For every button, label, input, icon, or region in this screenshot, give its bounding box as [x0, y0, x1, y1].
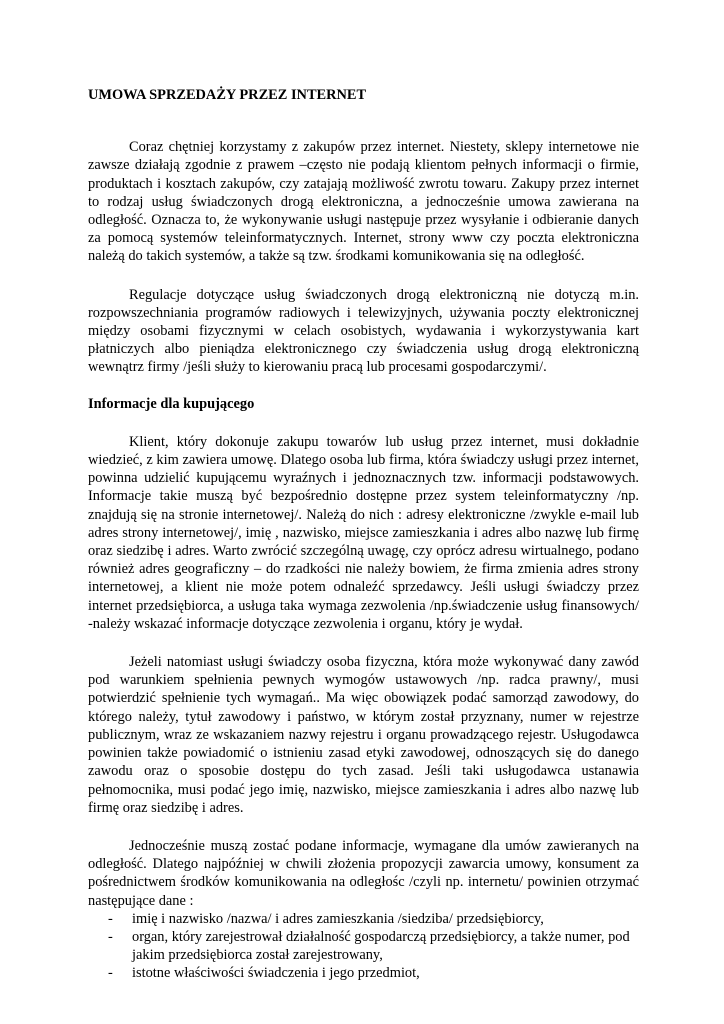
section-paragraph-3: Jednocześnie muszą zostać podane informacje, wymagane dla umów zawieranych na odległość. Dlatego najpóźniej w chwili złożenia propozycji zawarcia umowy, konsument za pośrednictwem środków komunikowania na odległośc /czyli np. internetu/ powinien otrzymać następujące dane : [88, 837, 639, 909]
list-item [88, 928, 639, 964]
bullet-dash: - [108, 910, 113, 927]
section-paragraph-1: Klient, który dokonuje zakupu towarów lub usług przez internet, musi dokładnie wiedzieć, z kim zawiera umowę. Dlatego osoba lub firma, która świadczy usługi przez internet, powinna udzielić kupującemu wyraźnych i jednoznacznych tzw. informacji podstawowych. Informacje takie muszą być bezpośrednio dostępne przez system teleinformatyczny /np. znajdują się na stronie internetowej/. Należą do nich : adresy elektroniczne /zwykle e-mail lub adres strony internetowej/, imię , nazwisko, miejsce zamieszkania i adres albo nazwę lub firmę oraz siedzibę i adres. Warto zwrócić szczególną uwagę, czy oprócz adresu wirtualnego, podano również adres geograficzny – do rzadkości nie należy bowiem, że firma zmienia adres strony internetowej, a klient nie może potem odnaleźć sprzedawcy. Jeśli usługi świadczy przez internet przedsiębiorca, a usługa taka wymaga zezwolenia /np.świadczenie usług finansowych/ -należy wskazać informacje dotyczące zezwolenia i organu, który je wydał. [88, 433, 639, 632]
bullet-list [88, 910, 639, 983]
intro-paragraph-2: Regulacje dotyczące usług świadczonych drogą elektroniczną nie dotyczą m.in. rozpowszechniania programów radiowych i telewizyjnych, używania poczty elektronicznej między osobami fizycznymi w celach osobistych, wydawania i wykorzystywania kart płatniczych albo pieniądza elektronicznego czy świadczenia usług drogą elektroniczną wewnątrz firmy /jeśli służy to kierowaniu pracą lub procesami gospodarczymi/. [88, 286, 639, 376]
list-item [88, 910, 639, 928]
intro-paragraph-1: Coraz chętniej korzystamy z zakupów przez internet. Niestety, sklepy internetowe nie zawsze działają zgodnie z prawem –często nie podają klientom pełnych informacji o firmie, produktach i kosztach zakupów, czy zatajają możliwość zwrotu towaru. Zakupy przez internet to rodzaj usług świadczonych drogą elektroniczna, a jednocześnie umowa zawierana na odległość. Oznacza to, że wykonywanie usługi następuje przez wysyłanie i odbieranie danych za pomocą systemów teleinformatycznych. Internet, strony www czy poczta elektroniczna należą do takich systemów, a także są tzw. środkami komunikowania się na odległość. [88, 139, 639, 265]
bullet-dash: - [108, 965, 113, 982]
bullet-dash: - [108, 928, 113, 945]
section-heading: Informacje dla kupującego [88, 395, 255, 412]
document-page [88, 84, 639, 983]
list-item-text: organ, który zarejestrował działalność gospodarczą przedsiębiorcy, a także numer, pod jakim przedsiębiorca został zarejestrowany, [132, 928, 630, 964]
document-title: UMOWA SPRZEDAŻY PRZEZ INTERNET [88, 87, 367, 103]
list-item [88, 964, 639, 982]
list-item-text: istotne właściwości świadczenia i jego przedmiot, [132, 965, 420, 982]
section-paragraph-2: Jeżeli natomiast usługi świadczy osoba fizyczna, która może wykonywać dany zawód pod warunkiem spełnienia pewnych wymogów ustawowych /np. radca prawny/, musi potwierdzić spełnienie tych wymagań.. Ma więc obowiązek podać samorząd zawodowy, do którego należy, tytuł zawodowy i państwo, w którym został przyznany, numer w rejestrze publicznym, wraz ze wskazaniem nazwy rejestru i organu prowadzącego rejestr. Usługodawca powinien także powiadomić o istnieniu zasad etyki zawodowej, odnoszących się do danego zawodu oraz o sposobie dostępu do tych zasad. Jeśli taki usługodawca ustanawia pełnomocnika, musi podać jego imię, nazwisko, miejsce zamieszkania i adres albo nazwę lub firmę oraz siedzibę i adres. [88, 654, 639, 816]
list-item-text: imię i nazwisko /nazwa/ i adres zamieszkania /siedziba/ przedsiębiorcy, [132, 910, 544, 927]
